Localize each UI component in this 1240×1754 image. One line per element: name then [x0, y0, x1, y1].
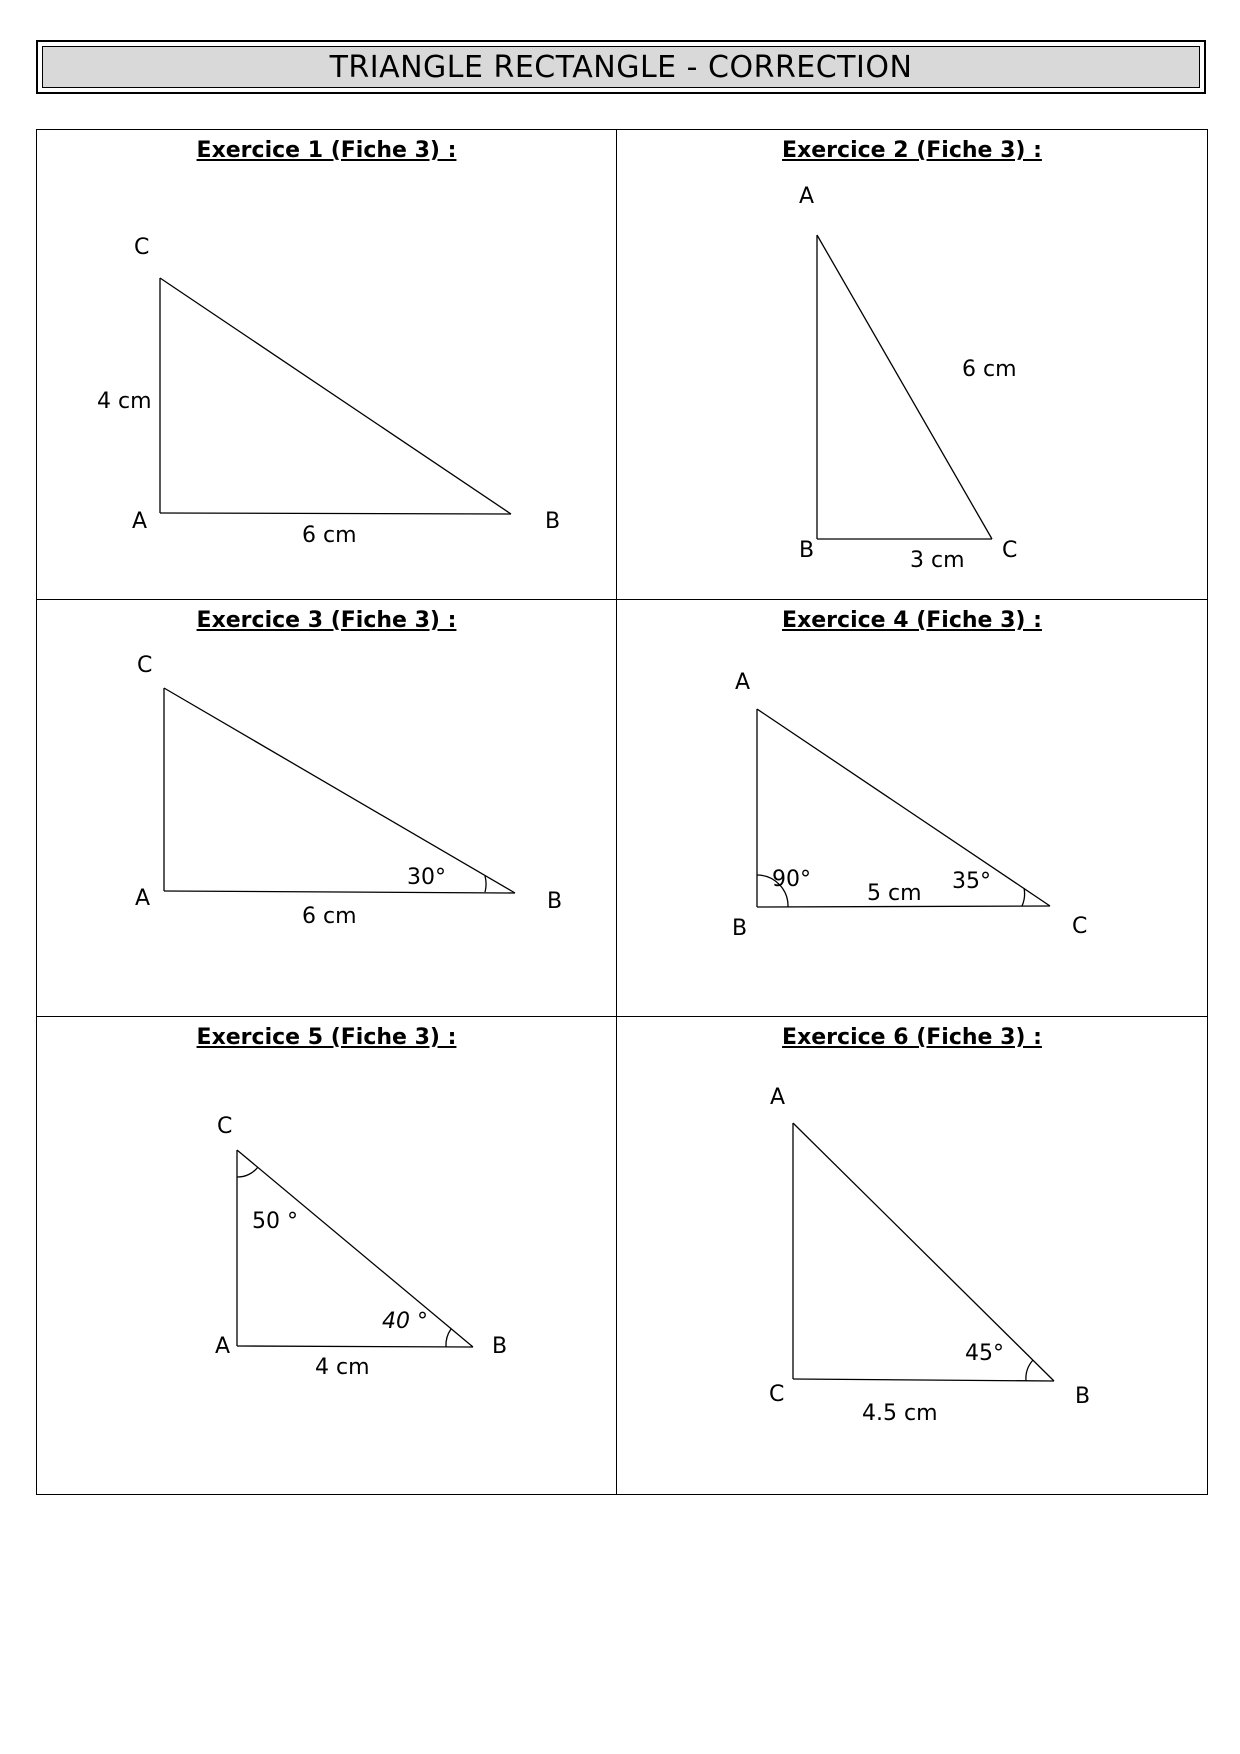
side-bc [757, 906, 1050, 907]
angle-label-c: 35° [952, 869, 991, 894]
exercise-1-cell [37, 130, 617, 600]
exercise-6-cell [617, 1017, 1207, 1494]
exercise-4-cell [617, 600, 1207, 1017]
measure-cb: 4.5 cm [862, 1401, 938, 1426]
measure-ab: 4 cm [315, 1355, 370, 1380]
side-ac [817, 235, 992, 539]
vertex-label-b: B [547, 889, 563, 914]
vertex-label-b: B [492, 1334, 508, 1359]
exercise-5-triangle [37, 1017, 617, 1494]
exercise-5-cell [37, 1017, 617, 1494]
angle-label-b: 30° [407, 865, 446, 890]
vertex-label-a: A [215, 1334, 231, 1359]
measure-ab: 6 cm [302, 523, 357, 548]
exercise-3-cell [37, 600, 617, 1017]
side-cb [237, 1150, 473, 1347]
angle-arc-b [485, 876, 486, 892]
angle-arc-b [1026, 1360, 1033, 1381]
side-ab [793, 1123, 1054, 1381]
exercise-1-triangle [37, 130, 617, 600]
vertex-label-c: C [217, 1114, 233, 1139]
exercise-4-title: Exercice 4 (Fiche 3) : [782, 608, 1042, 633]
vertex-label-a: A [135, 886, 151, 911]
exercise-2-triangle [617, 130, 1207, 600]
vertex-label-b: B [799, 538, 815, 563]
vertex-label-c: C [769, 1382, 785, 1407]
measure-bc: 5 cm [867, 881, 922, 906]
side-ab [164, 891, 515, 893]
side-cb [164, 688, 515, 893]
side-ab [237, 1346, 473, 1347]
vertex-label-c: C [1002, 538, 1018, 563]
exercise-grid [36, 129, 1208, 1495]
angle-label-b: 45° [965, 1341, 1004, 1366]
side-cb [793, 1379, 1054, 1381]
side-ab [160, 513, 511, 514]
measure-ca: 4 cm [97, 389, 152, 414]
vertex-label-c: C [1072, 914, 1088, 939]
exercise-4-triangle [617, 600, 1207, 1017]
vertex-label-c: C [137, 653, 153, 678]
exercise-2-title: Exercice 2 (Fiche 3) : [782, 138, 1042, 163]
exercise-2-cell [617, 130, 1207, 600]
measure-ab: 6 cm [302, 904, 357, 929]
angle-arc-c [1022, 888, 1025, 906]
exercise-1-title: Exercice 1 (Fiche 3) : [196, 138, 457, 163]
vertex-label-b: B [732, 916, 748, 941]
vertex-label-a: A [735, 670, 751, 695]
vertex-label-c: C [134, 235, 150, 260]
vertex-label-b: B [1075, 1384, 1091, 1409]
vertex-label-a: A [799, 184, 815, 209]
angle-label-b: 40 ° [382, 1309, 428, 1334]
angle-label-b: 90° [772, 867, 811, 892]
side-cb [160, 278, 511, 514]
exercise-5-title: Exercice 5 (Fiche 3) : [196, 1025, 457, 1050]
page-title: TRIANGLE RECTANGLE - CORRECTION [42, 46, 1200, 88]
vertex-label-a: A [132, 509, 148, 534]
exercise-3-title: Exercice 3 (Fiche 3) : [196, 608, 457, 633]
title-banner [36, 40, 1206, 94]
exercise-3-triangle [37, 600, 617, 1017]
measure-ac: 6 cm [962, 357, 1017, 382]
angle-arc-c [237, 1167, 258, 1177]
angle-arc-b [446, 1329, 451, 1347]
exercise-6-triangle [617, 1017, 1207, 1494]
vertex-label-b: B [545, 509, 561, 534]
angle-label-c: 50 ° [252, 1209, 298, 1234]
vertex-label-a: A [770, 1085, 786, 1110]
exercise-6-title: Exercice 6 (Fiche 3) : [782, 1025, 1042, 1050]
measure-bc: 3 cm [910, 548, 965, 573]
